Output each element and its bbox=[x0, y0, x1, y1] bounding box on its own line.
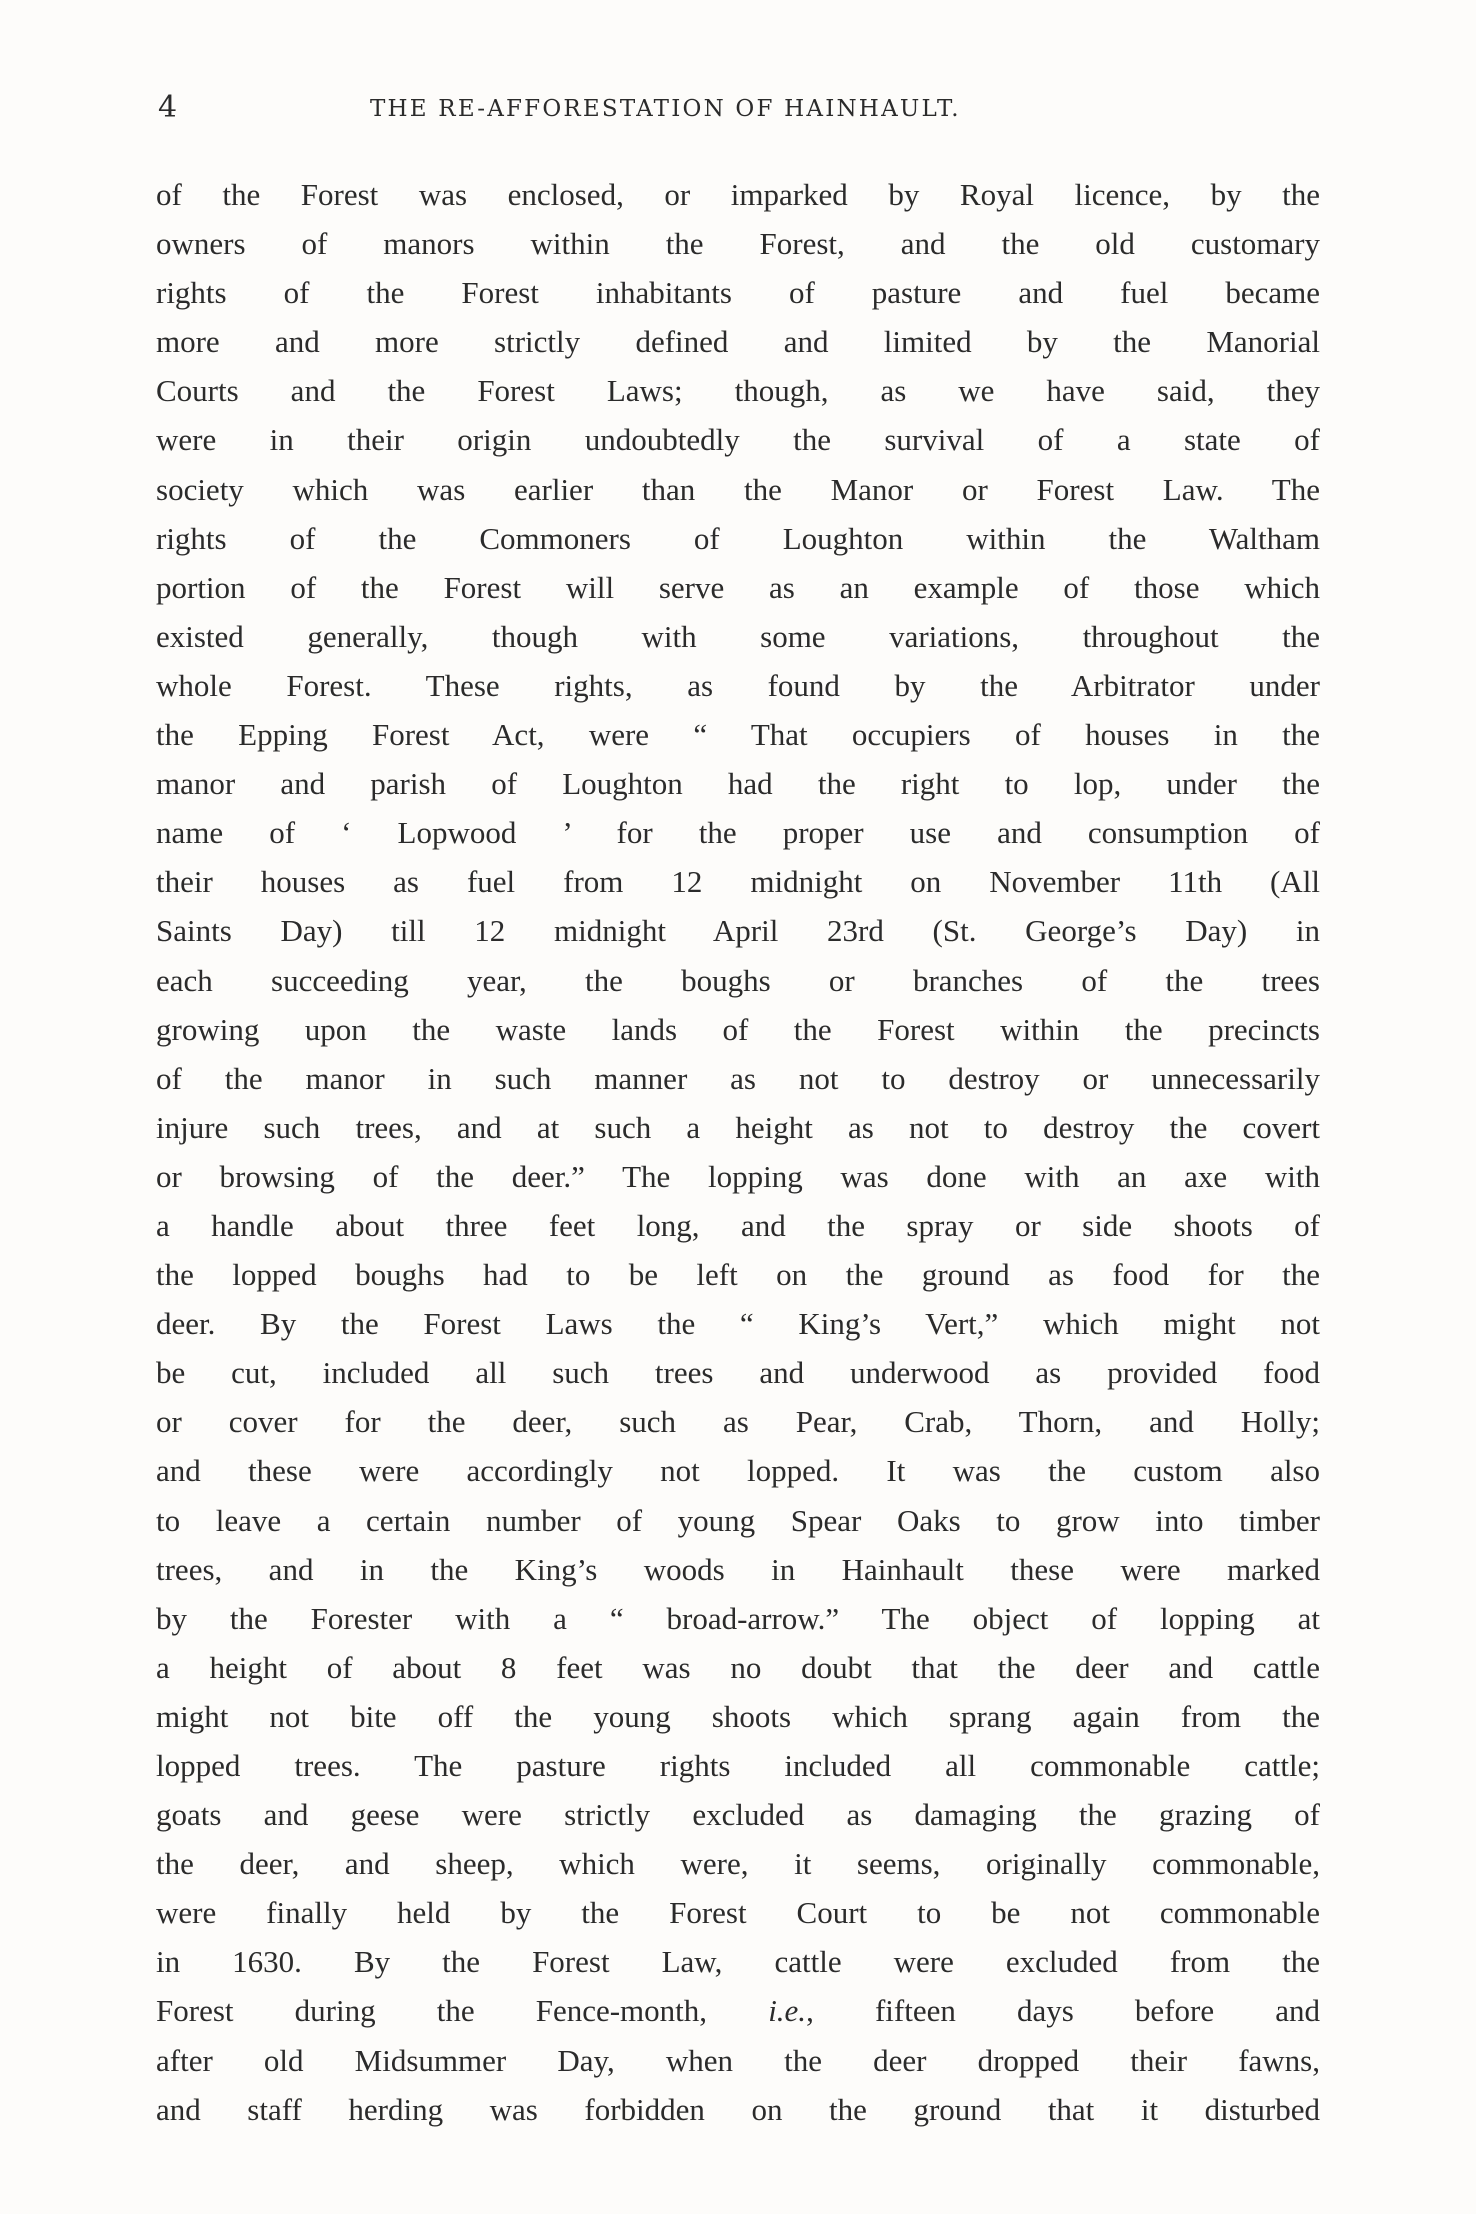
text-line: portion of the Forest will serve as an example of those which bbox=[156, 569, 1320, 605]
text-line: in 1630. By the Forest Law, cattle were excluded from the bbox=[156, 1944, 1320, 1980]
text-line: more and more strictly defined and limited by the Manorial bbox=[156, 324, 1320, 360]
text-line: the lopped boughs had to be left on the ground as food for the bbox=[156, 1257, 1320, 1293]
text-line: growing upon the waste lands of the Forest within the precincts bbox=[156, 1011, 1320, 1047]
text-line: of the Forest was enclosed, or imparked by Royal licence, by the bbox=[156, 177, 1320, 212]
text-line: whole Forest. These rights, as found by the Arbitrator under bbox=[156, 667, 1320, 703]
text-line: existed generally, though with some variations, throughout the bbox=[156, 618, 1320, 654]
text-line: lopped trees. The pasture rights included all commonable cattle; bbox=[156, 1748, 1320, 1783]
page-number: 4 bbox=[158, 90, 178, 125]
text-line: the deer, and sheep, which were, it seems, originally commonable, bbox=[156, 1846, 1320, 1882]
text-line: deer. By the Forest Laws the “ King’s Vert,” which might not bbox=[156, 1306, 1320, 1342]
text-line: and staff herding was forbidden on the ground that it disturbed bbox=[156, 2091, 1320, 2127]
text-line: Forest during the Fence-month, i.e., fifteen days before and bbox=[156, 1993, 1320, 2029]
text-line: and these were accordingly not lopped. It was the custom also bbox=[156, 1453, 1320, 1489]
text-line: or browsing of the deer.” The lopping was done with an axe with bbox=[156, 1158, 1320, 1194]
text-line: name of ‘ Lopwood ’ for the proper use and consumption of bbox=[156, 815, 1320, 851]
text-line: manor and parish of Loughton had the right to lop, under the bbox=[156, 766, 1320, 802]
text-line: by the Forester with a “ broad-arrow.” The object of lopping at bbox=[156, 1600, 1320, 1636]
text-line: Courts and the Forest Laws; though, as we have said, they bbox=[156, 373, 1320, 409]
text-line: their houses as fuel from 12 midnight on November 11th (All bbox=[156, 864, 1320, 900]
text-line: a height of about 8 feet was no doubt that the deer and cattle bbox=[156, 1649, 1320, 1685]
text-line: trees, and in the King’s woods in Hainhault these were marked bbox=[156, 1551, 1320, 1587]
text-line: might not bite off the young shoots which sprang again from the bbox=[156, 1698, 1320, 1734]
text-line: were in their origin undoubtedly the survival of a state of bbox=[156, 422, 1320, 458]
text-line: the Epping Forest Act, were “ That occupiers of houses in the bbox=[156, 717, 1320, 753]
text-line: be cut, included all such trees and underwood as provided food bbox=[156, 1355, 1320, 1391]
text-line: injure such trees, and at such a height as not to destroy the covert bbox=[156, 1109, 1320, 1145]
text-line: of the manor in such manner as not to destroy or unnecessarily bbox=[156, 1060, 1320, 1096]
text-line: Saints Day) till 12 midnight April 23rd (St. George’s Day) in bbox=[156, 913, 1320, 949]
text-line: each succeeding year, the boughs or branches of the trees bbox=[156, 962, 1320, 998]
text-line: society which was earlier than the Manor or Forest Law. The bbox=[156, 471, 1320, 507]
body-text bbox=[156, 170, 1320, 2134]
text-line: goats and geese were strictly excluded as damaging the grazing of bbox=[156, 1797, 1320, 1833]
running-title: THE RE-AFFORESTATION OF HAINHAULT. bbox=[370, 96, 961, 122]
text-line: rights of the Commoners of Loughton within the Waltham bbox=[156, 520, 1320, 556]
text-line: were finally held by the Forest Court to be not commonable bbox=[156, 1895, 1320, 1931]
text-line: or cover for the deer, such as Pear, Crab, Thorn, and Holly; bbox=[156, 1404, 1320, 1440]
text-line: owners of manors within the Forest, and the old customary bbox=[156, 226, 1320, 262]
text-line: rights of the Forest inhabitants of pasture and fuel became bbox=[156, 275, 1320, 311]
text-line: to leave a certain number of young Spear Oaks to grow into timber bbox=[156, 1502, 1320, 1538]
text-line: a handle about three feet long, and the spray or side shoots of bbox=[156, 1207, 1320, 1243]
text-line: after old Midsummer Day, when the deer dropped their fawns, bbox=[156, 2042, 1320, 2078]
running-head bbox=[158, 88, 1318, 128]
